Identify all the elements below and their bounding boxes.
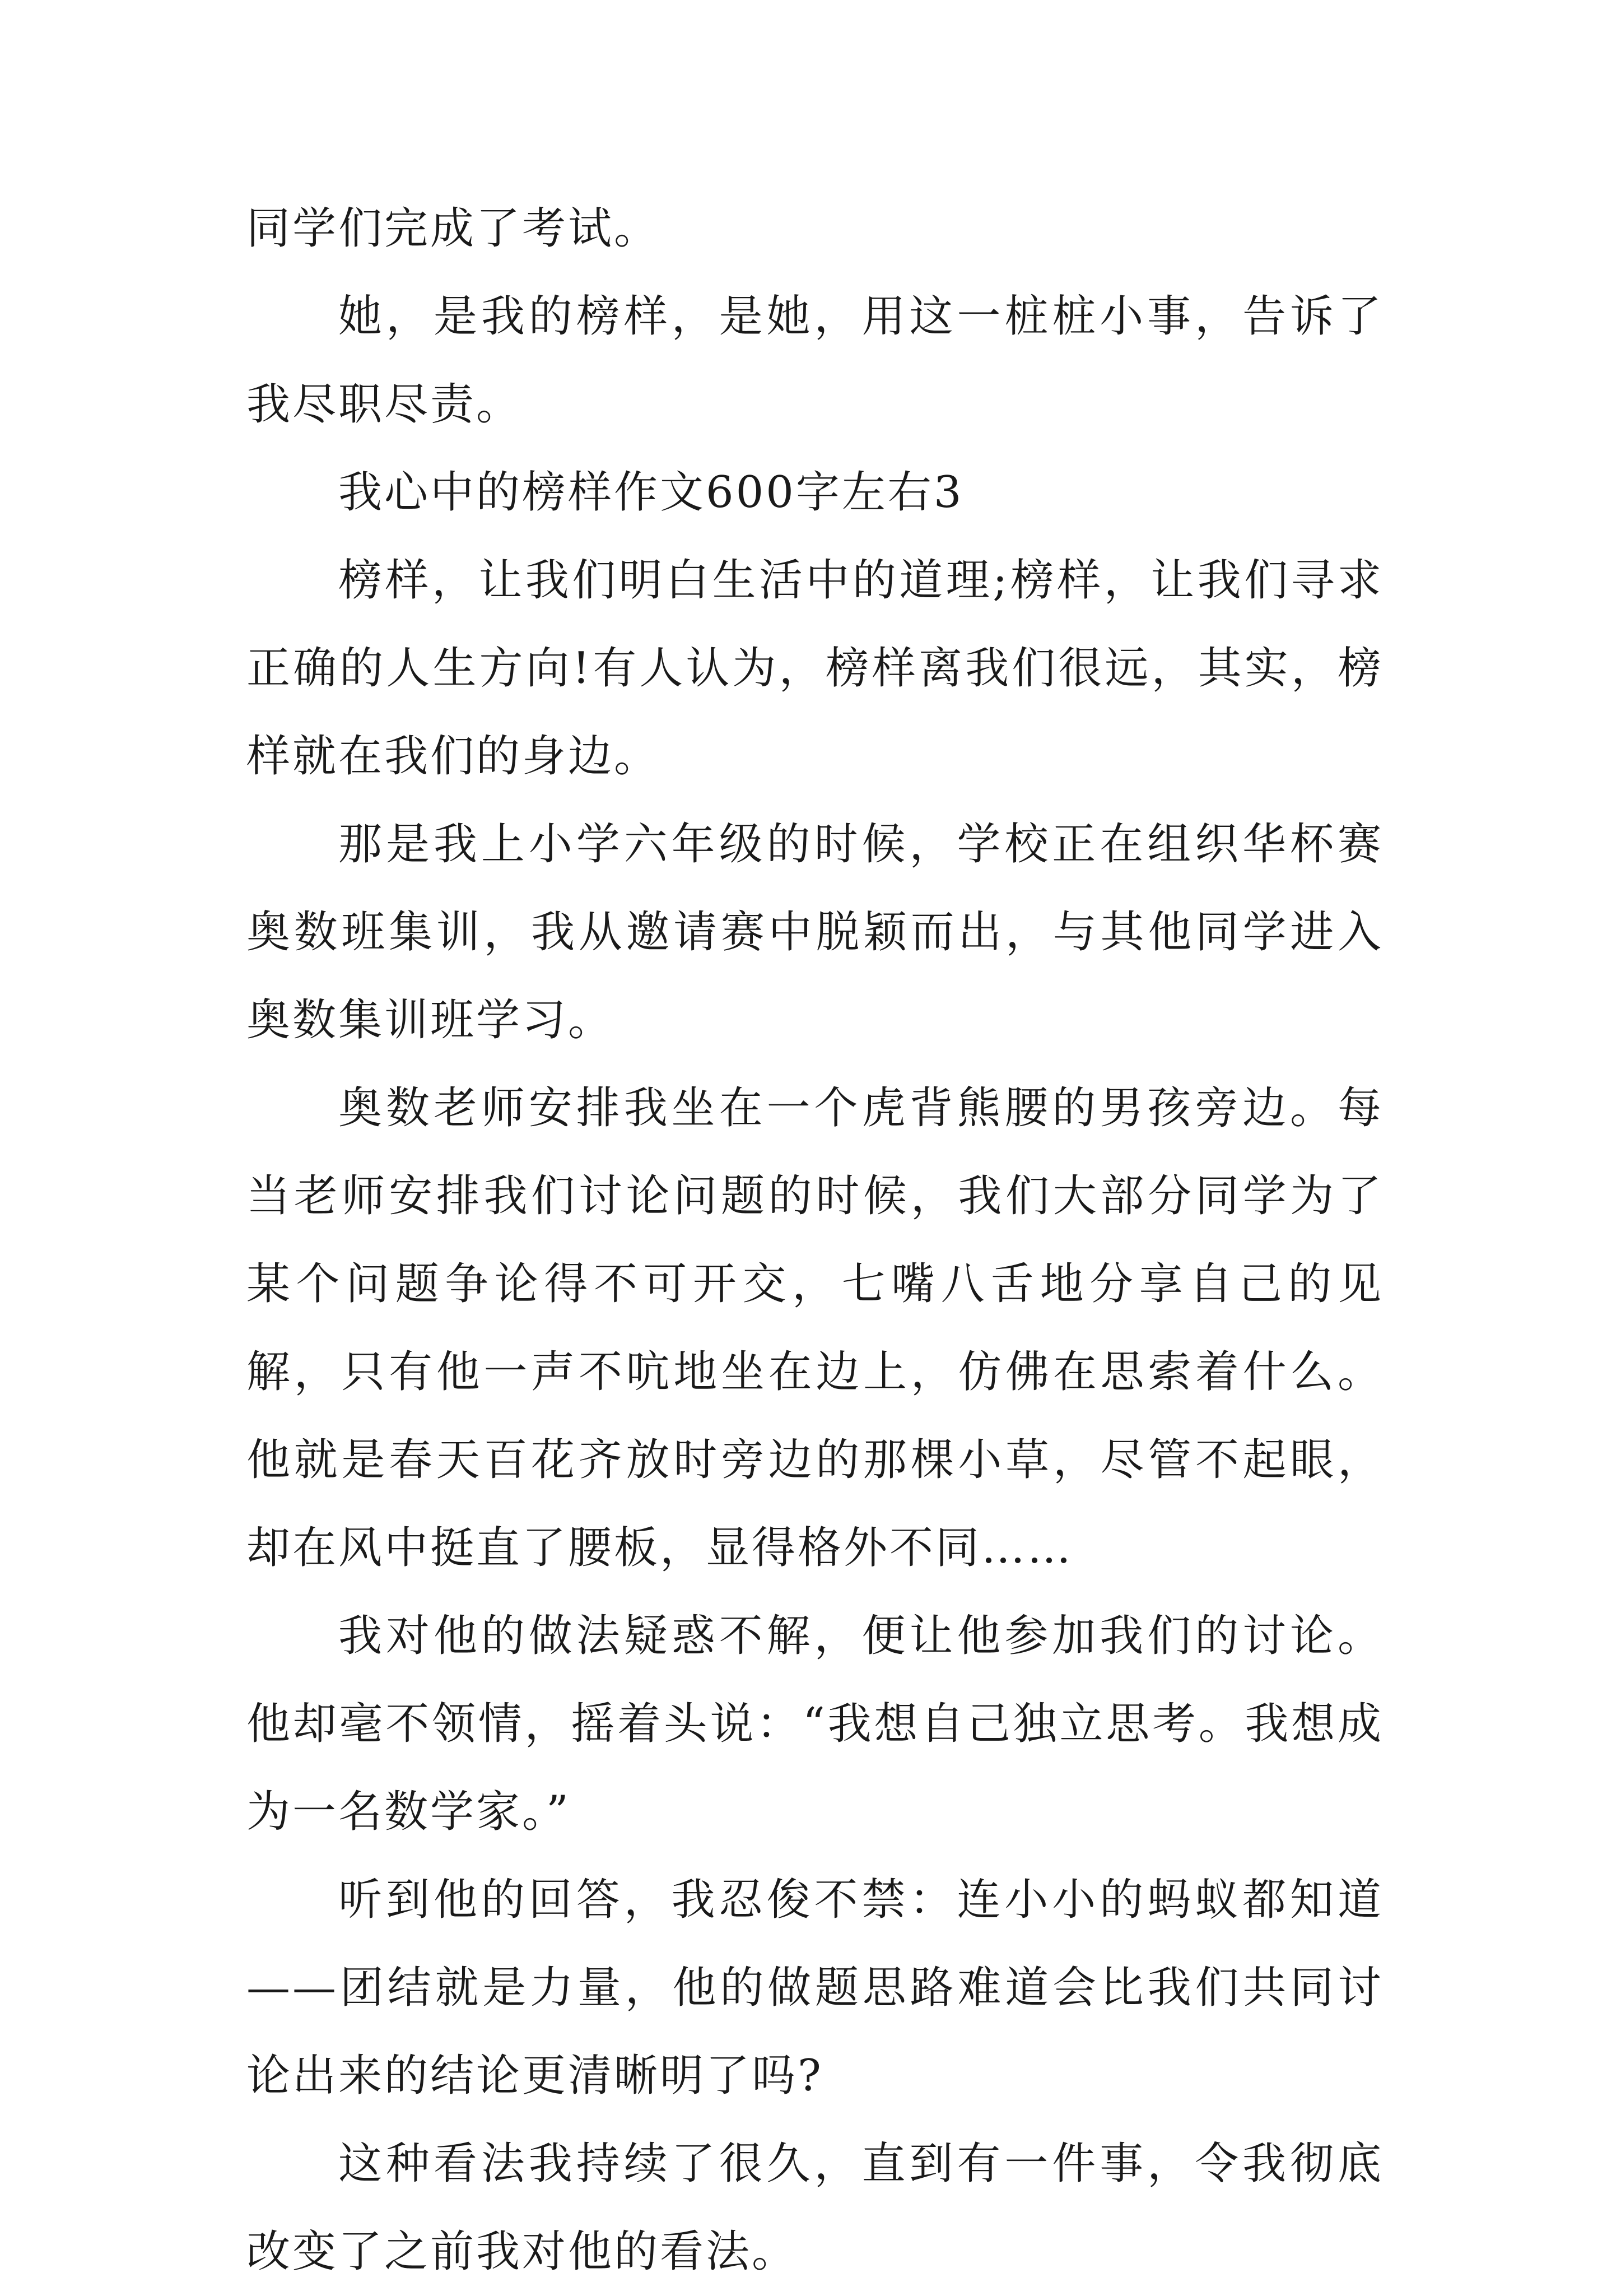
paragraph-7: 听到他的回答，我忍俊不禁：连小小的蚂蚁都知道——团结就是力量，他的做题思路难道会比我们共同讨论出来的结论更清晰明了吗?: [246, 1875, 1384, 2101]
paragraph-4: 那是我上小学六年级的时候，学校正在组织华杯赛奥数班集训，我从邀请赛中脱颖而出，与其他同学进入奥数集训班学习。: [246, 819, 1384, 1045]
paragraph-8: 这种看法我持续了很久，直到有一件事，令我彻底改变了之前我对他的看法。: [246, 2139, 1384, 2277]
body-text: [246, 185, 1384, 2296]
section-heading: 我心中的榜样作文600字左右3: [338, 467, 964, 518]
paragraph-1: 同学们完成了考试。: [246, 203, 660, 254]
paragraph-3: 榜样，让我们明白生活中的道理;榜样，让我们寻求正确的人生方向!有人认为，榜样离我们很远，其实，榜样就在我们的身边。: [246, 555, 1384, 782]
paragraph-5: 奥数老师安排我坐在一个虎背熊腰的男孩旁边。每当老师安排我们讨论问题的时候，我们大部分同学为了某个问题争论得不可开交，七嘴八舌地分享自己的见解，只有他一声不吭地坐在边上，仿佛在思索着什么。他就是春天百花齐放时旁边的那棵小草，尽管不起眼，却在风中挺直了腰板，显得格外不同……: [246, 1083, 1384, 1573]
paragraph-6: 我对他的做法疑惑不解，便让他参加我们的讨论。他却毫不领情，摇着头说：“我想自己独立思考。我想成为一名数学家。”: [246, 1611, 1384, 1837]
paragraph-2: 她，是我的榜样，是她，用这一桩桩小事，告诉了我尽职尽责。: [246, 291, 1384, 430]
